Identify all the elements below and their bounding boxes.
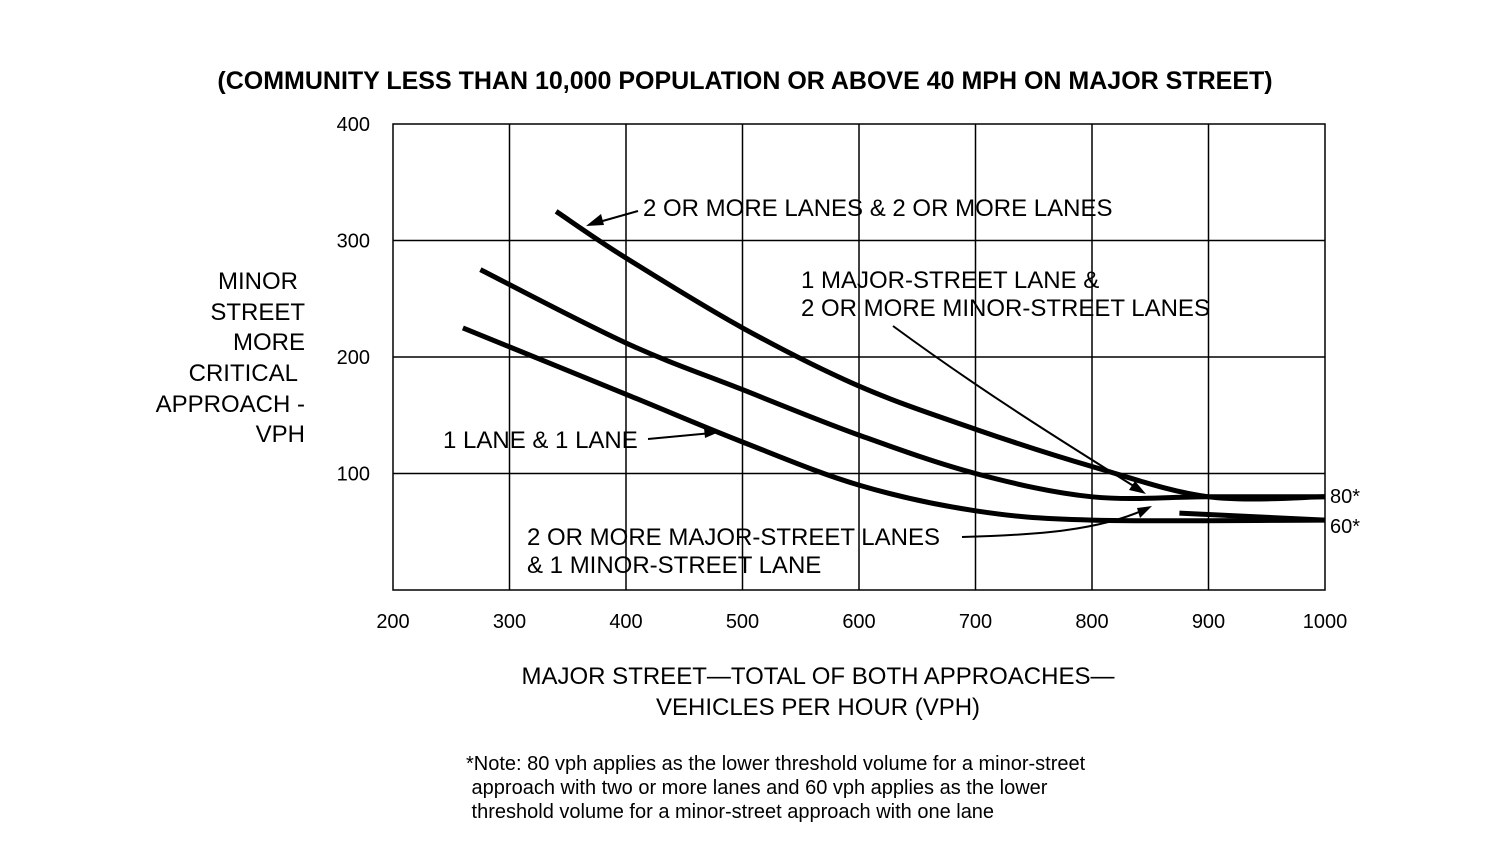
series-curves xyxy=(463,211,1325,520)
annotation-curve-c-line-2: & 1 MINOR-STREET LANE xyxy=(527,552,822,579)
y-label-line-1: MINOR xyxy=(218,268,298,295)
note-line-3: threshold volume for a minor-street approach with one lane xyxy=(466,801,995,823)
x-tick-label-700: 700 xyxy=(958,611,993,633)
y-tick-label-300: 300 xyxy=(336,230,370,253)
x-tick-label-300: 300 xyxy=(492,611,527,633)
annotation-curve-a: 2 OR MORE LANES & 2 OR MORE LANES xyxy=(643,195,1113,222)
leader-curve-d xyxy=(648,433,712,439)
annotation-curve-c-line-1: 2 OR MORE MAJOR-STREET LANES xyxy=(527,524,940,551)
x-tick-label-1000: 1000 xyxy=(1302,611,1348,633)
x-label-line-2: VEHICLES PER HOUR (VPH) xyxy=(655,694,981,721)
note-line-2: approach with two or more lanes and 60 vph applies as the lower xyxy=(466,777,1048,799)
annotation-curve-b-line-2: 2 OR MORE MINOR-STREET LANES xyxy=(801,295,1210,322)
y-tick-labels xyxy=(337,114,370,486)
y-axis-label xyxy=(156,268,306,448)
x-tick-label-800: 800 xyxy=(1075,611,1109,633)
y-tick-label-400: 400 xyxy=(336,114,370,136)
x-axis-label xyxy=(522,663,1115,721)
y-label-line-5: APPROACH - xyxy=(155,391,305,418)
x-tick-label-900: 900 xyxy=(1191,611,1226,633)
leader-curve-b xyxy=(893,326,1140,490)
annotation-end-60: 60* xyxy=(1330,516,1361,538)
x-tick-label-600: 600 xyxy=(842,611,876,633)
annotation-curve-b-line-1: 1 MAJOR-STREET LANE & xyxy=(801,267,1100,294)
y-label-line-2: STREET xyxy=(210,299,305,326)
footnote xyxy=(466,753,1086,823)
x-label-line-1: MAJOR STREET—TOTAL OF BOTH APPROACHES— xyxy=(521,663,1115,690)
note-line-1: *Note: 80 vph applies as the lower threshold volume for a minor-street xyxy=(466,753,1086,775)
arrowhead-curve-a xyxy=(586,214,604,226)
y-tick-label-200: 200 xyxy=(336,347,370,369)
series-line-1 xyxy=(556,211,1325,499)
annotation-end-80: 80* xyxy=(1330,486,1361,508)
y-label-line-3: MORE xyxy=(233,329,305,356)
y-tick-label-100: 100 xyxy=(336,463,370,486)
x-tick-label-400: 400 xyxy=(609,611,643,633)
arrowhead-curve-c xyxy=(1137,506,1152,518)
y-label-line-6: VPH xyxy=(255,421,305,448)
x-tick-label-500: 500 xyxy=(725,611,760,633)
x-tick-label-200: 200 xyxy=(376,611,410,633)
y-label-line-4: CRITICAL xyxy=(188,360,298,387)
annotation-curve-d: 1 LANE & 1 LANE xyxy=(443,427,638,454)
chart-subtitle: (COMMUNITY LESS THAN 10,000 POPULATION OR ABOVE 40 MPH ON MAJOR STREET) xyxy=(217,67,1273,95)
x-tick-labels xyxy=(376,611,1347,633)
